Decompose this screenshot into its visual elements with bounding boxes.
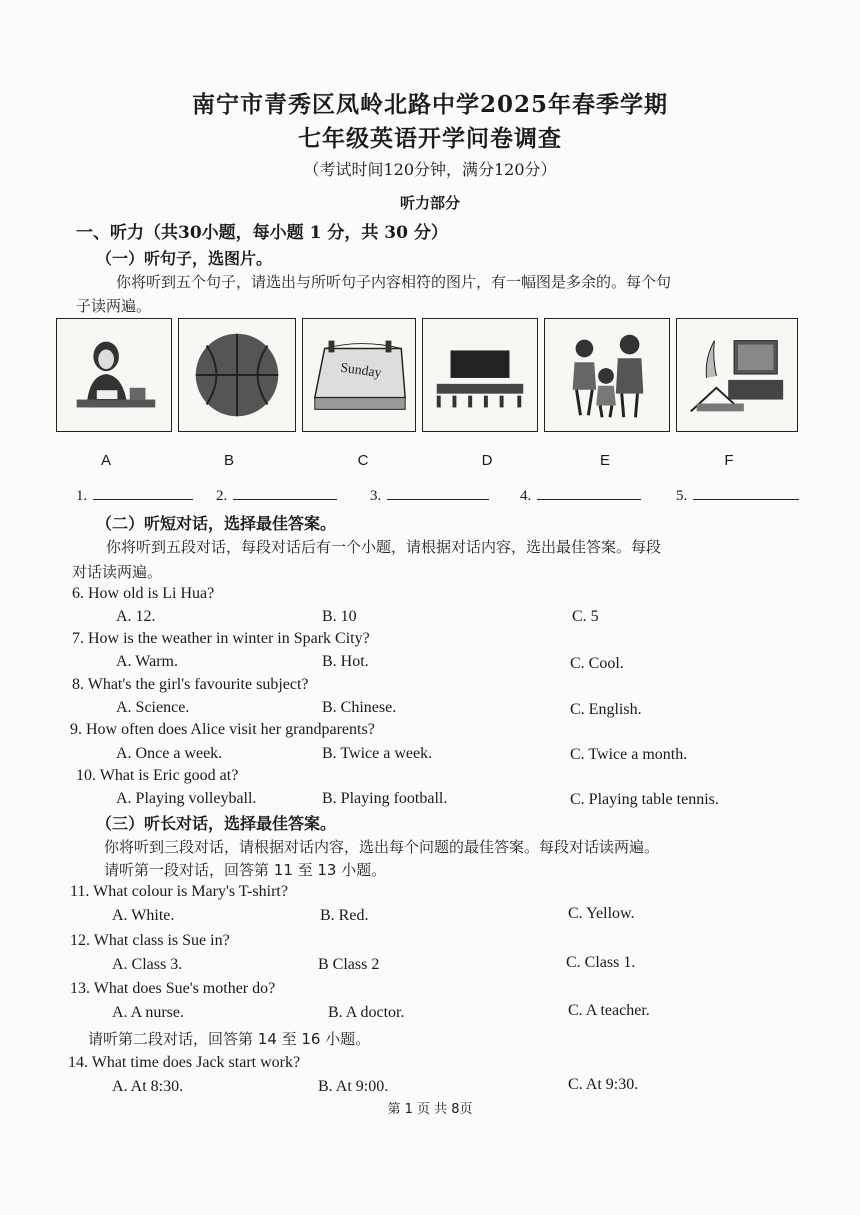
sub2-heading: （二）听短对话，选择最佳答案。	[96, 514, 337, 533]
q7-option-c[interactable]: C. Cool.	[570, 655, 624, 672]
question-8: 8. What's the girl's favourite subject?	[72, 676, 309, 693]
sub2-instruction-line1: 你将听到五段对话，每段对话后有一个小题，请根据对话内容，选出最佳答案。每段	[106, 538, 662, 556]
woman-at-desk-icon	[57, 319, 171, 431]
picture-letter-b: B	[223, 452, 234, 469]
q7-option-b[interactable]: B. Hot.	[322, 653, 369, 670]
section1-heading: 一、听力（共30小题，每小题 1 分，共 30 分）	[76, 223, 448, 243]
calendar-day-label: Sunday	[339, 359, 383, 381]
q8-option-a[interactable]: A. Science.	[116, 699, 190, 716]
question-9: 9. How often does Alice visit her grandparents?	[70, 721, 375, 738]
q11-option-c[interactable]: C. Yellow.	[568, 905, 635, 922]
picture-letter-c: C	[357, 452, 369, 469]
q9-option-c[interactable]: C. Twice a month.	[570, 746, 688, 763]
q11-option-a[interactable]: A. White.	[112, 907, 175, 924]
sub2-instruction-line2: 对话读两遍。	[72, 563, 163, 581]
exam-time-note: （考试时间120分钟，满分120分）	[303, 160, 557, 179]
part-heading: 听力部分	[399, 194, 460, 212]
q12-option-b[interactable]: B Class 2	[318, 956, 380, 973]
question-12: 12. What class is Sue in?	[70, 932, 230, 949]
question-10: 10. What is Eric good at?	[76, 767, 239, 784]
tv-set-icon	[677, 319, 797, 431]
picture-letter-d: D	[481, 452, 493, 469]
q13-option-c[interactable]: C. A teacher.	[568, 1002, 650, 1019]
sub3-heading: （三）听长对话，选择最佳答案。	[96, 814, 337, 833]
picture-a	[56, 318, 172, 432]
question-11: 11. What colour is Mary's T-shirt?	[70, 883, 288, 900]
sub1-heading: （一）听句子，选图片。	[96, 249, 273, 268]
picture-letter-f: F	[724, 452, 734, 469]
q12-option-a[interactable]: A. Class 3.	[112, 956, 183, 973]
picture-f	[676, 318, 798, 432]
question-6: 6. How old is Li Hua?	[72, 585, 215, 602]
sub3-instruction-line1: 你将听到三段对话，请根据对话内容，选出每个问题的最佳答案。每段对话读两遍。	[104, 838, 660, 856]
picture-e	[544, 318, 670, 432]
q13-option-b[interactable]: B. A doctor.	[328, 1004, 405, 1021]
sub3-instruction-line3: 请听第二段对话，回答第 14 至 16 小题。	[88, 1030, 371, 1048]
sub1-instruction-line1: 你将听到五个句子，请选出与所听句子内容相符的图片，有一幅图是多余的。每个句	[116, 273, 672, 291]
q11-option-b[interactable]: B. Red.	[320, 907, 369, 924]
q6-option-c[interactable]: C. 5	[572, 608, 599, 625]
picture-b	[178, 318, 296, 432]
q14-option-a[interactable]: A. At 8:30.	[112, 1078, 184, 1095]
exam-title-line1: 南宁市青秀区凤岭北路中学2025年春季学期	[191, 91, 668, 118]
q12-option-c[interactable]: C. Class 1.	[566, 954, 636, 971]
q7-option-a[interactable]: A. Warm.	[116, 653, 178, 670]
picture-d	[422, 318, 538, 432]
answer-blank-3[interactable]: 3.	[370, 485, 489, 505]
exam-title-line2: 七年级英语开学问卷调查	[298, 125, 562, 152]
sub3-instruction-line2: 请听第一段对话，回答第 11 至 13 小题。	[104, 861, 387, 879]
classroom-icon	[423, 319, 537, 431]
basketball-icon	[179, 319, 295, 431]
q10-option-a[interactable]: A. Playing volleyball.	[116, 790, 257, 807]
sub1-instruction-line2: 子读两遍。	[76, 297, 152, 315]
q8-option-b[interactable]: B. Chinese.	[322, 699, 397, 716]
picture-letter-a: A	[100, 452, 111, 469]
question-14: 14. What time does Jack start work?	[68, 1054, 301, 1071]
page-number: 第 1 页 共 8页	[387, 1102, 473, 1117]
q8-option-c[interactable]: C. English.	[570, 701, 642, 718]
q14-option-b[interactable]: B. At 9:00.	[318, 1078, 389, 1095]
picture-c	[302, 318, 416, 432]
answer-blank-5[interactable]: 5.	[676, 485, 799, 505]
q9-option-a[interactable]: A. Once a week.	[116, 745, 223, 762]
q6-option-a[interactable]: A. 12.	[116, 608, 156, 625]
q10-option-c[interactable]: C. Playing table tennis.	[570, 791, 719, 808]
q6-option-b[interactable]: B. 10	[322, 608, 357, 625]
picture-letter-e: E	[599, 452, 610, 469]
family-icon	[545, 319, 669, 431]
answer-blank-2[interactable]: 2.	[216, 485, 337, 505]
q10-option-b[interactable]: B. Playing football.	[322, 790, 448, 807]
q9-option-b[interactable]: B. Twice a week.	[322, 745, 433, 762]
question-7: 7. How is the weather in winter in Spark City?	[72, 630, 370, 647]
q13-option-a[interactable]: A. A nurse.	[112, 1004, 184, 1021]
answer-blank-4[interactable]: 4.	[520, 485, 641, 505]
question-13: 13. What does Sue's mother do?	[70, 980, 276, 997]
q14-option-c[interactable]: C. At 9:30.	[568, 1076, 639, 1093]
calendar-icon	[303, 319, 415, 431]
answer-blank-1[interactable]: 1.	[76, 485, 193, 505]
